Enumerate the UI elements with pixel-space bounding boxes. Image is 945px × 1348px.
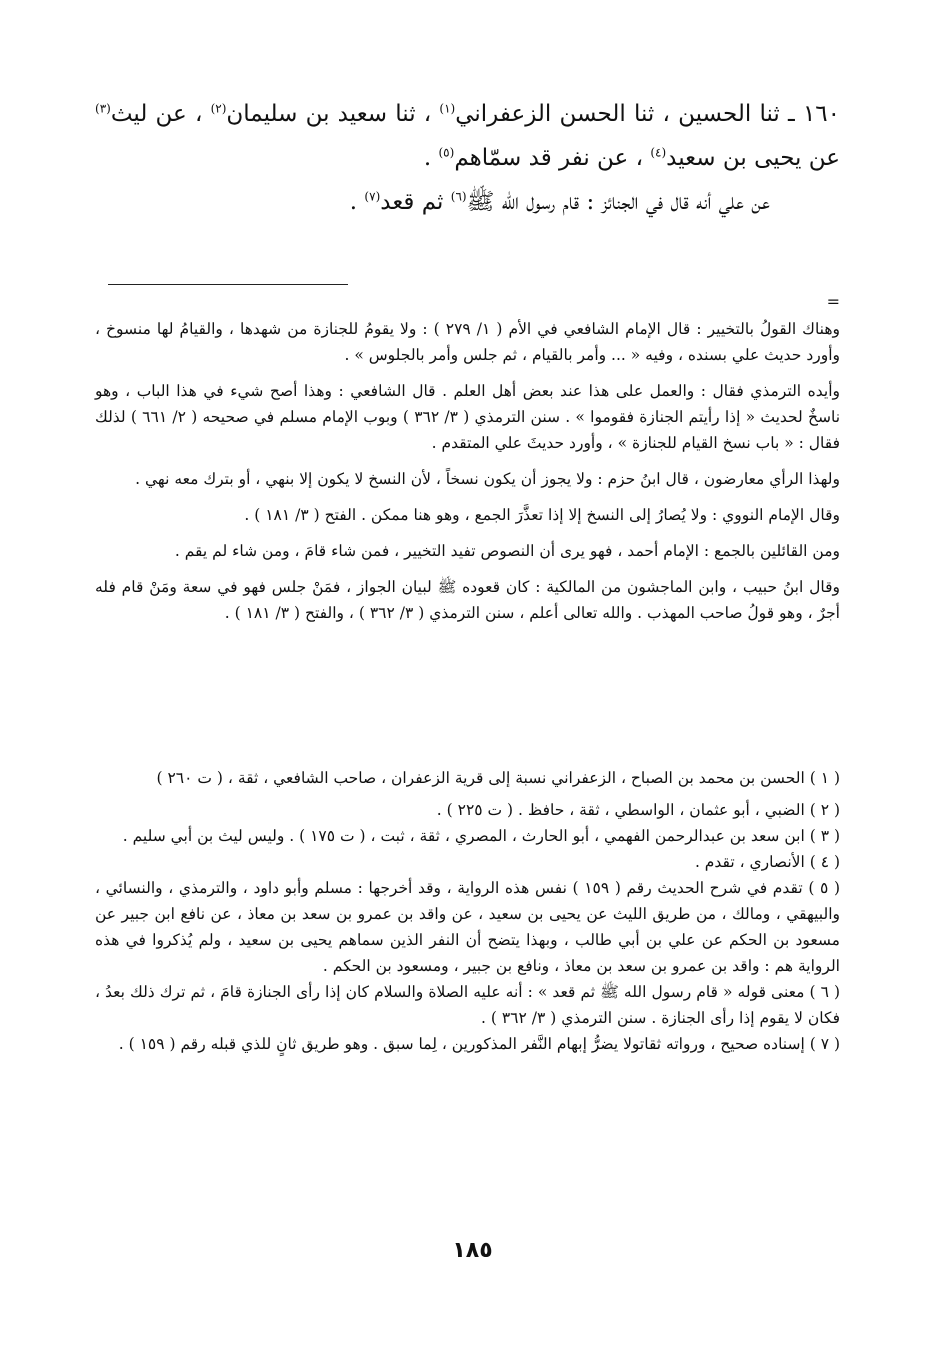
hadith-isnad-4: عن يحيى بن سعيد	[666, 145, 840, 171]
hadith-isnad-end: .	[423, 145, 439, 171]
footnote-ref-1[interactable]: (١)	[439, 101, 456, 116]
hadith-line-1	[95, 92, 840, 180]
hadith-line-2	[95, 180, 840, 224]
footnote-ref-3[interactable]: (٣)	[95, 101, 111, 116]
note-paragraph: ومن القائلين بالجمع : الإمام أحمد ، فهو يرى أن النصوص تفيد التخيير ، فمن شاء قامَ ، ومن شاء لم يقم .	[174, 542, 840, 560]
hadith-isnad-3: ، عن ليث	[110, 101, 211, 127]
footnote-ref-6[interactable]: (٦)	[450, 189, 467, 204]
note-paragraph: وأيده الترمذي فقال : والعمل على هذا عند بعض أهل العلم . قال الشافعي : وهذا أصح شيء في هذا الباب ، وهو ناسخٌ لحديث « إذا رأيتم الجنازة فقوموا » . سنن الترمذي ( ٣/ ٣٦٢ ) وبوب الإمام مسلم في صحيحه ( ٢/ ٦٦١ ) لذلك فقال : « باب نسخ القيام للجنازة » ، وأورد حديثَ علي المتقدم .	[95, 382, 841, 452]
note-paragraph: ولهذا الرأي معارضون ، قال ابنُ حزم : ولا يجوز أن يكون نسخاً ، لأن النسخ لا يكون إلا بنهي ، أو بترك معه نهي .	[135, 470, 840, 488]
footnote-5: ( ٥ ) تقدم في شرح الحديث رقم ( ١٥٩ ) نفس هذه الرواية ، وقد أخرجها : مسلم وأبو داود ، والترمذي ، والنسائي ، والبيهقي ، ومالك ، من طريق الليث عن يحيى بن سعيد ، عن واقد بن عمرو بن سعد بن معاذ ، عن نافع ابن جبير عن مسعود بن الحكم عن علي بن أبي طالب ، وبهذا يتضح أن النفر الذين سماهم يحيى بن سعيد ، ولم يُذكروا في هذه الرواية هم : واقد بن عمرو بن سعد بن معاذ ، ونافع بن جبير ، ومسعود بن الحكم .	[95, 879, 841, 975]
footnote-3: ( ٣ ) ابن سعد بن عبدالرحمن الفهمي ، أبو الحارث ، المصري ، ثقة ، ثبت ، ( ت ١٧٥ ) . وليس ليث بن أبي سليم .	[122, 827, 840, 845]
hadith-isnad-1: ١٦٠ ـ ثنا الحسين ، ثنا الحسن الزعفراني	[455, 101, 840, 127]
footnote-4: ( ٤ ) الأنصاري ، تقدم .	[694, 853, 840, 871]
footnote-1: ( ١ ) الحسن بن محمد بن الصباح ، الزعفراني نسبة إلى قرية الزعفران ، صاحب الشافعي ، ثقة ، ( ت ٢٦٠ )	[156, 769, 840, 787]
note-paragraph: وقال الإمام النووي : ولا يُصارُ إلى النسخ إلا إذا تعذَّرَ الجمع ، وهو هنا ممكن . الفتح ( ٣/ ١٨١ ) .	[244, 506, 840, 524]
note-paragraph: وقال ابنُ حبيب ، وابن الماجشون من المالكية : كان قعوده ﷺ لبيان الجواز ، فمَنْ جلس فهو في سعة ومَنْ قام فله أجرٌ ، وهو قولُ صاحب المهذب . والله تعالى أعلم ، سنن الترمذي ( ٣/ ٣٦٢ ) ، والفتح ( ٣/ ١٨١ ) .	[95, 578, 840, 622]
hadith-matn-end: .	[349, 189, 365, 215]
footnote-ref-5[interactable]: (٥)	[438, 145, 455, 160]
page-number: ١٨٥	[452, 1238, 493, 1263]
footnotes	[95, 765, 840, 1057]
hadith-matn-1: عن علي أنه قال في الجنائز : قام رسول الله ﷺ	[466, 189, 770, 215]
hadith-isnad-5: ، عن نفر قد سمّاهم	[454, 145, 651, 171]
footnote-separator	[108, 284, 348, 285]
hadith-isnad-2: ، ثنا سعيد بن سليمان	[226, 101, 440, 127]
footnote-ref-7[interactable]: (٧)	[364, 189, 381, 204]
footnote-6: ( ٦ ) معنى قوله « قام رسول الله ﷺ ثم قعد » : أنه عليه الصلاة والسلام كان إذا رأى الجنازة قامَ ، ثم ترك ذلك بعدُ ، فكان لا يقوم إذا رأى الجنازة . سنن الترمذي ( ٣/ ٣٦٢ ) .	[95, 983, 840, 1027]
note-paragraph: وهناك القولُ بالتخيير : قال الإمام الشافعي في الأم ( ١/ ٢٧٩ ) : ولا يقومُ للجنازة من شهدها ، والقيامُ لها منسوخ ، وأورد حديث علي بسنده ، وفيه « ... وأمر بالقيام ، ثم جلس وأمر بالجلوس » .	[95, 320, 841, 364]
footnote-ref-4[interactable]: (٤)	[650, 145, 667, 160]
hadith-text	[95, 92, 840, 224]
continued-note	[95, 316, 840, 636]
footnote-7: ( ٧ ) إسناده صحيح ، ورواته ثقاتولا يضرُّ إبهام النَّفر المذكورين ، لِما سبق . وهو طريق ثانٍ للذي قبله رقم ( ١٥٩ ) .	[118, 1035, 840, 1053]
footnote-2: ( ٢ ) الضبي ، أبو عثمان ، الواسطي ، ثقة ، حافظ . ( ت ٢٢٥ ) .	[436, 801, 840, 819]
hadith-matn-2: ثم قعد	[380, 189, 451, 215]
continuation-mark: =	[826, 292, 840, 311]
footnote-ref-2[interactable]: (٢)	[210, 101, 227, 116]
